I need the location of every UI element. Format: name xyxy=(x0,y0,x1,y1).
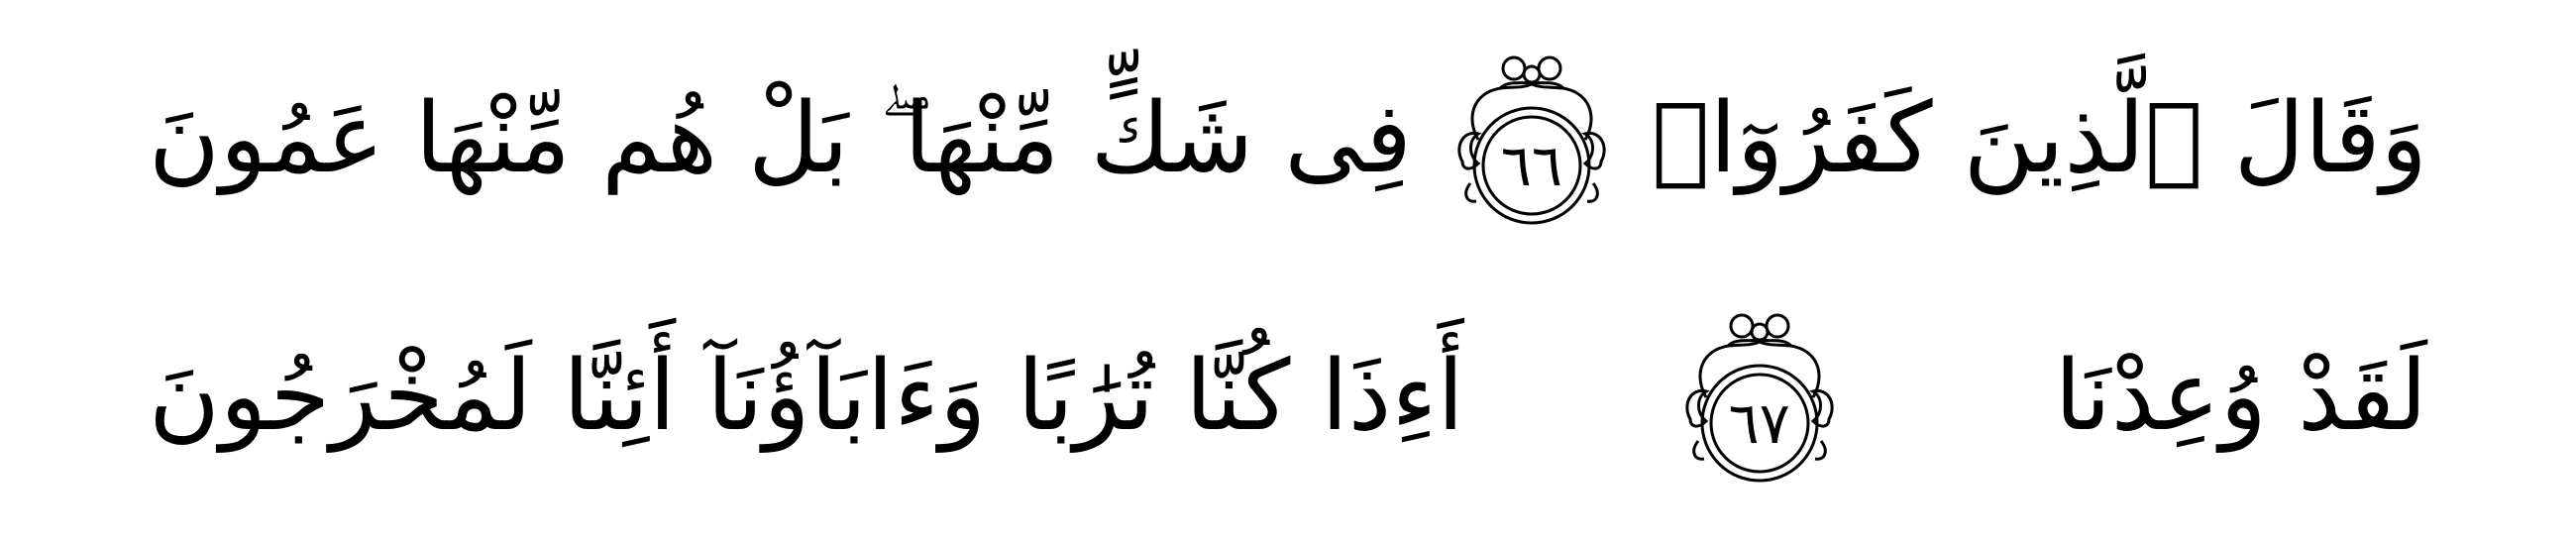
verse-66-end-text: فِى شَكٍّ مِّنْهَا ۖ بَلْ هُم مِّنْهَا عَمُونَ xyxy=(149,82,1412,195)
verse-67-start-text: وَقَالَ ٱلَّذِينَ كَفَرُوٓا۟ xyxy=(1651,82,2427,195)
ayah-end-marker-67 xyxy=(1676,302,1843,490)
verse-line-1 xyxy=(149,40,2427,238)
verse-68-start-text: لَقَدْ وُعِدْنَا xyxy=(2054,340,2427,453)
verse-line-2 xyxy=(149,297,2427,495)
ayah-number-67: ٦٧ xyxy=(1728,389,1790,457)
verse-67-end-text: أَءِذَا كُنَّا تُرَٰبًا وَءَابَآؤُنَآ أَئِنَّا لَمُخْرَجُونَ xyxy=(149,340,1464,453)
ayah-number-66: ٦٦ xyxy=(1500,132,1563,199)
ayah-end-marker-66 xyxy=(1449,45,1615,233)
